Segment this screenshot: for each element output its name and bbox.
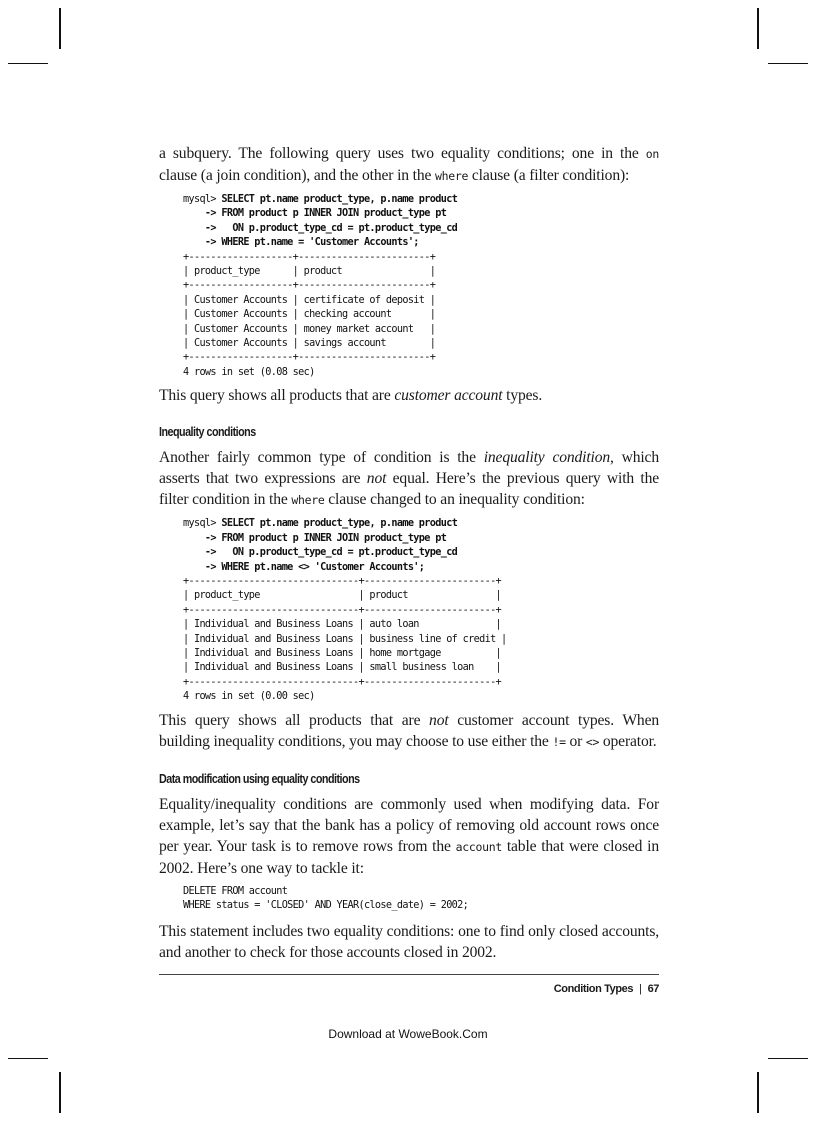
query-line: SELECT pt.name product_type, p.name product — [221, 194, 458, 205]
query-line: -> WHERE pt.name = 'Customer Accounts'; — [183, 237, 419, 249]
download-notice: Download at WoweBook.Com — [328, 1027, 488, 1041]
intro-paragraph: a subquery. The following query uses two equality conditions; one in the on clause (a join condition), and the other in the where clause (a filter condition): — [159, 145, 659, 184]
crop-mark-bottom-right-vertical — [757, 1072, 759, 1113]
query-line: SELECT pt.name product_type, p.name product — [221, 518, 458, 530]
closing-paragraph: This statement includes two equality conditions: one to find only closed accounts, and another to check for those accounts closed in 2002. — [159, 923, 659, 962]
footer-separator: | — [639, 983, 642, 995]
query-line: -> ON p.product_type_cd = pt.product_type_cd — [183, 547, 458, 559]
crop-mark-bottom-right-horizontal — [768, 1058, 808, 1059]
crop-mark-bottom-left-vertical — [59, 1072, 61, 1113]
query-line: -> FROM product p INNER JOIN product_type pt — [183, 532, 447, 544]
code-block-delete-statement: DELETE FROM account WHERE status = 'CLOSED' AND YEAR(close_date) = 2002; — [183, 885, 469, 911]
data-modification-paragraph: Equality/inequality conditions are commonly used when modifying data. For example, let’s say that the bank has a policy of removing old account rows once per year. Your task is to remove rows from the account table that were closed in 2002. Here’s one way to tackle it: — [159, 795, 659, 877]
section-heading-data-modification: Data modification using equality conditions — [159, 771, 360, 786]
inline-code-where: where — [435, 169, 469, 183]
inline-code-angle-not-equal: <> — [585, 734, 600, 749]
crop-mark-bottom-left-horizontal — [8, 1058, 48, 1059]
page-body — [159, 143, 659, 963]
code-block-inequality-query: mysql> SELECT pt.name product_type, p.name product -> FROM product p INNER JOIN product_type pt -> ON p.product_type_cd = pt.product_type_cd -> WHERE pt.name <> 'Customer Accounts'; +-------------------------------+------------------------+ | product_type | product | +-------------------------------+------------------------+ | Individual and Business Loans | auto loan | | Individual and Business Loans | business line of credit | | Individual and Business Loans | home mortgage | | Individual and Business Loans | small business loan | +-------------------------------+------------------------+ 4 rows in set (0.00 sec) — [183, 518, 507, 703]
page-number: 67 — [647, 983, 659, 995]
inline-code-where: where — [291, 493, 325, 508]
crop-mark-top-right-horizontal — [768, 63, 808, 64]
inline-code-not-equal: != — [552, 734, 566, 749]
result-explanation-2: This query shows all products that are not customer account types. When building inequality conditions, you may choose to use either the != or <> operator. — [159, 711, 659, 750]
crop-mark-top-left-horizontal — [8, 63, 48, 64]
query-line: -> ON p.product_type_cd = pt.product_type_cd — [183, 222, 458, 234]
inline-code-account: account — [455, 839, 502, 854]
result-table: +-------------------------------+------------------------+ | product_type | product | +-------------------------------+------------------------+ | Individual and Business Loans | auto loan | | Individual and Business Loans | business line of credit | | Individual and Business Loans | home mortgage | | Individual and Business Loans | small business loan | +-------------------------------+------------------------+ 4 rows in set (0.00 sec) — [183, 575, 507, 703]
query-line: -> WHERE pt.name <> 'Customer Accounts'; — [183, 561, 425, 573]
crop-mark-top-right-vertical — [757, 8, 759, 49]
running-footer — [159, 983, 659, 995]
query-line: -> FROM product p INNER JOIN product_type pt — [183, 208, 447, 220]
result-table: +-------------------+------------------------+ | product_type | product | +-------------------+------------------------+ | Customer Accounts | certificate of deposit | | Customer Accounts | checking account | | Customer Accounts | money market account | | Customer Accounts | savings account | +-------------------+------------------------+ 4 rows in set (0.08 sec) — [183, 251, 436, 378]
footer-rule — [159, 974, 659, 975]
code-block-equality-query: mysql> SELECT pt.name product_type, p.name product -> FROM product p INNER JOIN product_type pt -> ON p.product_type_cd = pt.product_type_cd -> WHERE pt.name = 'Customer Accounts'; +-------------------+------------------------+ | product_type | product | +-------------------+------------------------+ | Customer Accounts | certificate of deposit | | Customer Accounts | checking account | | Customer Accounts | money market account | | Customer Accounts | savings account | +-------------------+------------------------+ 4 rows in set (0.08 sec) — [183, 194, 458, 378]
section-heading-inequality: Inequality conditions — [159, 425, 256, 440]
result-explanation-1: This query shows all products that are customer account types. — [159, 387, 543, 405]
inline-code-on: on — [645, 147, 659, 161]
inequality-paragraph: Another fairly common type of condition is the inequality condition, which asserts that two expressions are not equal. Here’s the previous query with the filter condition in the where clause changed to an inequality condition: — [159, 449, 660, 509]
footer-section-title: Condition Types — [553, 983, 634, 995]
crop-mark-top-left-vertical — [59, 8, 61, 49]
